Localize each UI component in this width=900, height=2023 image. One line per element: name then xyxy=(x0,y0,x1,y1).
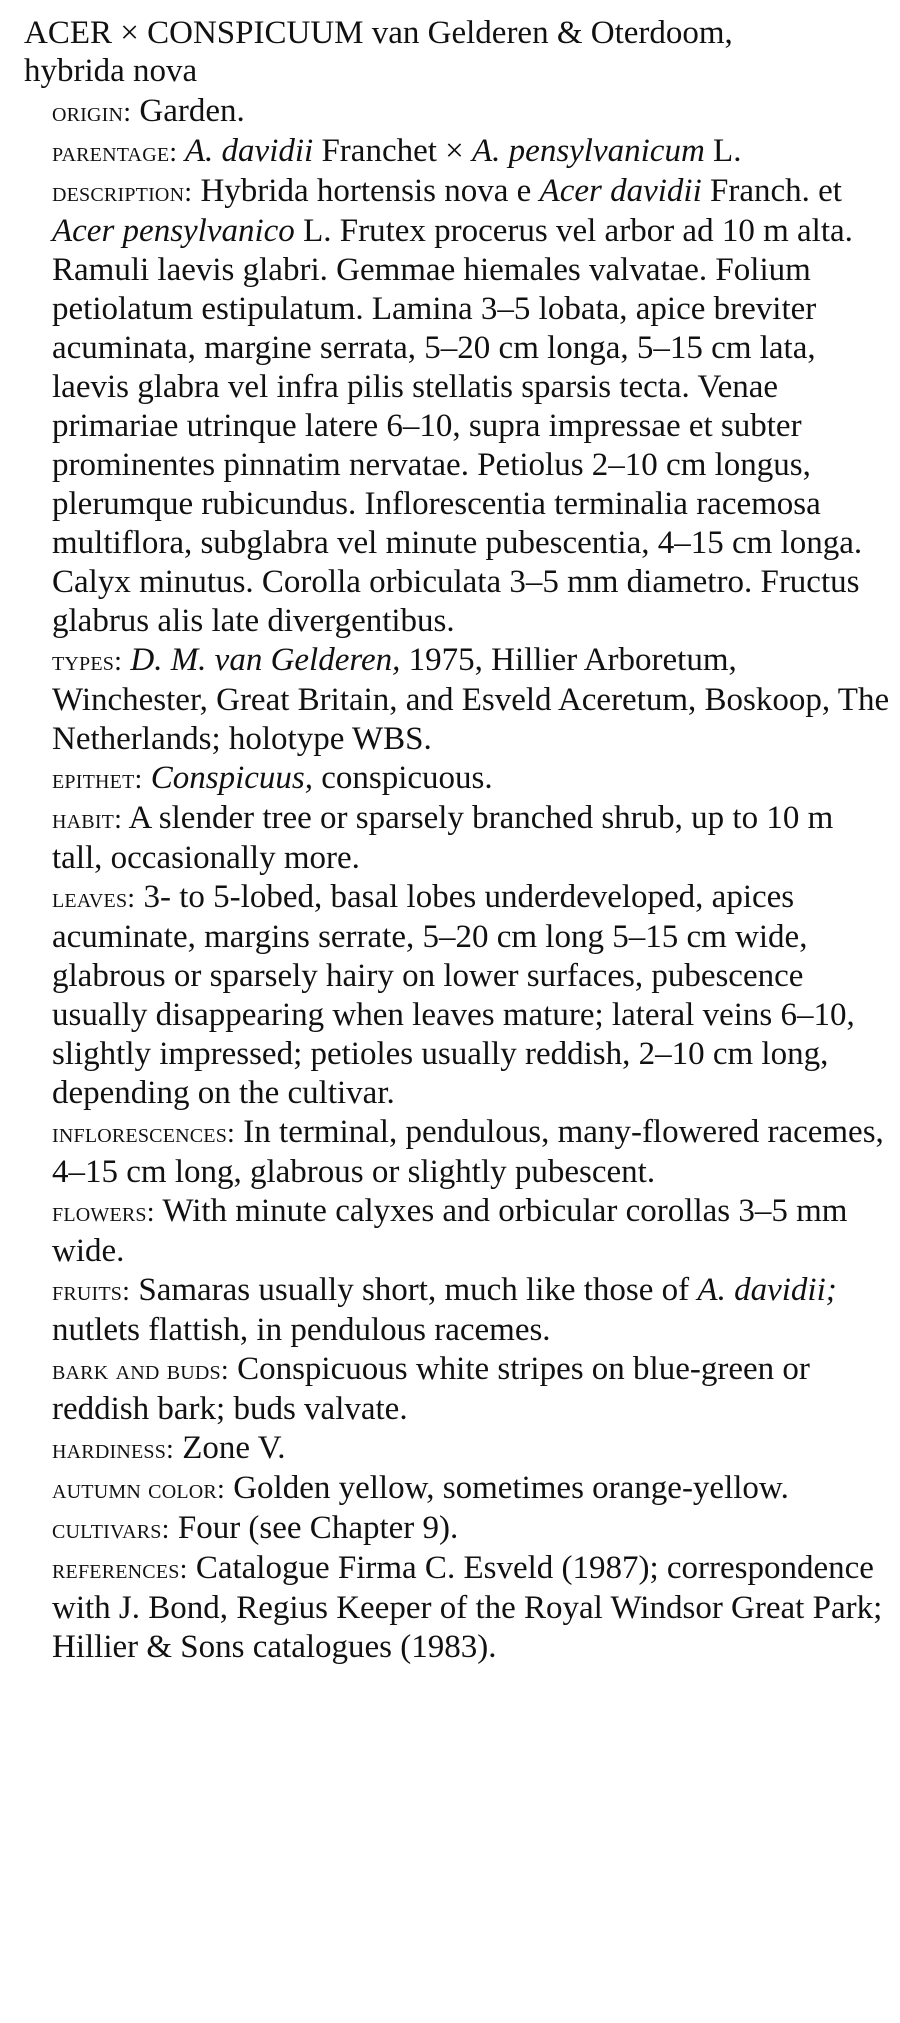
fruits-text-1: Samaras usually short, much like those of xyxy=(130,1272,698,1308)
epithet-label: epithet: xyxy=(52,764,143,795)
description-text-1: Hybrida hortensis nova e xyxy=(192,173,540,209)
bark-and-buds-label: bark and buds: xyxy=(52,1355,229,1386)
cultivars-label: cultivars: xyxy=(52,1514,170,1545)
origin-text: Garden. xyxy=(131,93,245,129)
entry-types xyxy=(52,641,890,759)
entry-habit xyxy=(52,799,890,878)
parentage-label: parentage: xyxy=(52,137,178,168)
heading-line-2: hybrida nova xyxy=(24,53,198,89)
parentage-end: L. xyxy=(704,133,742,169)
habit-label: habit: xyxy=(52,804,123,835)
entry-references xyxy=(52,1549,890,1667)
description-label: description: xyxy=(52,177,193,208)
fruits-species: A. davidii; xyxy=(697,1272,837,1308)
habit-text: A slender tree or sparsely branched shrub, up to 10 m tall, occasionally more. xyxy=(52,800,834,876)
entry-bark-and-buds xyxy=(52,1350,890,1429)
flowers-text: With minute calyxes and orbicular corollas 3–5 mm wide. xyxy=(52,1193,848,1269)
entry-origin xyxy=(52,92,890,132)
autumn-color-label: autumn color: xyxy=(52,1474,225,1505)
entry-hardiness xyxy=(52,1429,890,1469)
entry-inflorescences xyxy=(52,1113,890,1192)
epithet-text: conspicuous. xyxy=(313,760,493,796)
references-label: references: xyxy=(52,1554,188,1585)
description-text-2: Franch. et xyxy=(701,173,842,209)
cultivars-text: Four (see Chapter 9). xyxy=(169,1510,459,1546)
description-text-3: L. Frutex procerus vel arbor ad 10 m alta. Ramuli laevis glabri. Gemmae hiemales valvatae. Folium petiolatum estipulatum. Lamina 3–5 lobata, apice breviter acuminata, margine serrata, 5–20 cm longa, 5–15 cm lata, laevis glabra vel infra pilis stellatis sparsis tecta. Venae primariae utrinque latere 6–10, supra impressae et subter prominentes pinnatim nervatae. Petiolus 2–10 cm longus, plerumque rubicundus. Inflorescentia terminalia racemosa multiflora, subglabra vel minute pubescentia, 4–15 cm longa. Calyx minutus. Corolla orbiculata 3–5 mm diametro. Fructus glabrus alis late divergentibus. xyxy=(52,213,863,639)
description-species-1: Acer davidii xyxy=(539,173,702,209)
heading-line-1: ACER × CONSPICUUM van Gelderen & Oterdoom, xyxy=(24,15,733,51)
hardiness-label: hardiness: xyxy=(52,1434,175,1465)
epithet-word: Conspicuus, xyxy=(142,760,313,796)
flowers-label: flowers: xyxy=(52,1197,155,1228)
entry-autumn-color xyxy=(52,1469,890,1509)
entry-epithet xyxy=(52,759,890,799)
entry-fruits xyxy=(52,1271,890,1350)
entry-flowers xyxy=(52,1192,890,1271)
types-label: types: xyxy=(52,646,123,677)
entry-cultivars xyxy=(52,1509,890,1549)
entry-description xyxy=(52,172,890,641)
entry-leaves xyxy=(52,878,890,1113)
description-species-2: Acer pensylvanico xyxy=(52,213,295,249)
parentage-mid: Franchet × xyxy=(313,133,473,169)
species-heading xyxy=(24,14,890,90)
entry-parentage xyxy=(52,132,890,172)
origin-label: origin: xyxy=(52,97,132,128)
parentage-species-1: A. davidii xyxy=(177,133,314,169)
bark-and-buds-text: Conspicuous white stripes on blue-green or reddish bark; buds valvate. xyxy=(52,1351,810,1427)
parentage-species-2: A. pensylvanicum xyxy=(472,133,705,169)
leaves-text: 3- to 5-lobed, basal lobes underdeveloped, apices acuminate, margins serrate, 5–20 cm long 5–15 cm wide, glabrous or sparsely hairy on lower surfaces, pubescence usually disappearing when leaves mature; lateral veins 6–10, slightly impressed; petioles usually reddish, 2–10 cm long, depending on the cultivar. xyxy=(52,879,855,1111)
inflorescences-text: In terminal, pendulous, many-flowered racemes, 4–15 cm long, glabrous or slightly pubescent. xyxy=(52,1114,884,1190)
autumn-color-text: Golden yellow, sometimes orange-yellow. xyxy=(224,1470,789,1506)
fruits-label: fruits: xyxy=(52,1276,131,1307)
types-text: 1975, Hillier Arboretum, Winchester, Great Britain, and Esveld Aceretum, Boskoop, The Netherlands; holotype WBS. xyxy=(52,642,890,757)
hardiness-text: Zone V. xyxy=(174,1430,286,1466)
types-collector: D. M. van Gelderen, xyxy=(122,642,401,678)
references-text: Catalogue Firma C. Esveld (1987); correspondence with J. Bond, Regius Keeper of the Royal Windsor Great Park; Hillier & Sons catalogues (1983). xyxy=(52,1550,883,1665)
leaves-label: leaves: xyxy=(52,883,136,914)
inflorescences-label: inflorescences: xyxy=(52,1118,236,1149)
fruits-text-2: nutlets flattish, in pendulous racemes. xyxy=(52,1312,551,1348)
